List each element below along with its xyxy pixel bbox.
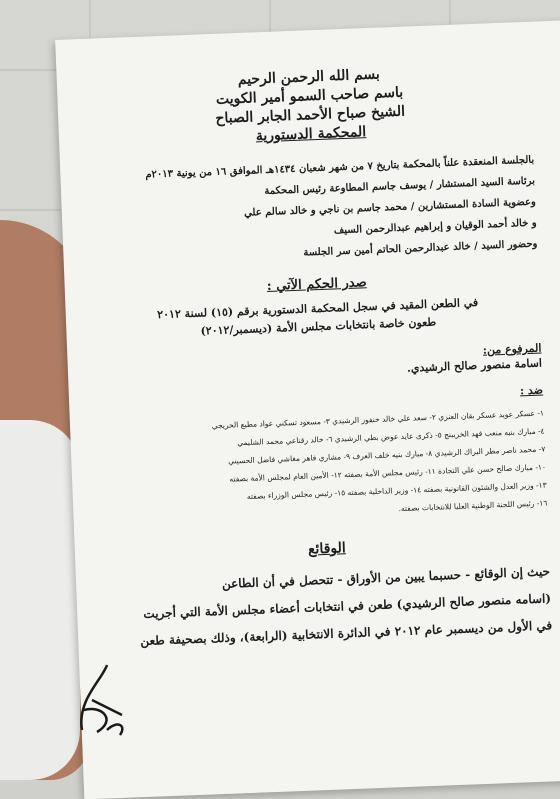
against-label: ضد : (519, 383, 544, 398)
facts-block (106, 558, 553, 656)
session-line: برئاسة السيد المستشار / يوسف جاسم المطاوعة رئيس المحكمة (264, 175, 536, 198)
party-line: ٤- مبارك بنيه منعب فهد الخريبنج ٥- ذكرى عايد عوض بطي الرشيدي ٦- خالد رقناعي محمد الشليمي (237, 426, 545, 448)
case-line: طعون خاصة بانتخابات مجلس الأمة (ديسمبر/٢٠١٢) (200, 315, 437, 338)
case-block (96, 292, 541, 345)
ruling-title: صدر الحكم الآتي : (266, 275, 367, 295)
handwritten-signature (72, 660, 132, 740)
filed-by-name: اسامة منصور صالح الرشيدي. (406, 356, 543, 375)
party-line: ٧- محمد ناصر مطر البراك الرشيدي ٨- مبارك بنيه خلف العرف ٩- مشاري فاهر مغاشي فاضل الحسيني (227, 444, 546, 466)
party-line: ١٣- وزير العدل والشئون القانونية بصفته ١٤- وزير الداخلية بصفته ١٥- رئيس مجلس الوزراء بصفته (246, 480, 547, 501)
parties-block (100, 405, 548, 530)
sleeve (0, 420, 80, 780)
session-line: و خالد أحمد الوقيان و إبراهيم عبدالرحمن السيف (333, 217, 537, 237)
header-line-2: باسم صاحب السمو أمير الكويت (215, 84, 404, 108)
session-line: وحضور السيد / خالد عبدالرحمن الحاتم أمين سر الجلسة (303, 238, 538, 259)
court-name: المحكمة الدستورية (255, 124, 367, 145)
session-line: بالجلسة المنعقدة علناً بالمحكمة بتاريخ ٧ من شهر شعبان ١٤٣٤هـ الموافق ١٦ من يونية ٢٠١٣م (145, 154, 535, 181)
facts-title: الوقائع (307, 540, 347, 558)
session-block (90, 150, 538, 272)
session-line: وعضوية السادة المستشارين / محمد جاسم بن ناجي و خالد سالم علي (243, 196, 536, 219)
party-line: ١٦- رئيس اللجنة الوطنية العليا للانتخابات بصفته. (398, 498, 548, 514)
facts-line: حيث إن الوقائع - حسبما يبين من الأوراق - تتحصل في أن الطاعن (221, 564, 551, 591)
case-line: في الطعن المقيد في سجل المحكمة الدستورية برقم (١٥) لسنة ٢٠١٢ (156, 295, 479, 322)
facts-line: في الأول من ديسمبر عام ٢٠١٢ في الدائرة الانتخابية (الرابعة)، وذلك بصحيفة طعن (140, 618, 553, 649)
header-line-3: الشيخ صباح الأحمد الجابر الصباح (215, 103, 406, 127)
party-line: ١٠- مبارك صالح حسن علي النجادة ١١- رئيس مجلس الأمة بصفته ١٢- الأمين العام لمجلس الأمة بصفته (229, 462, 547, 484)
header-line-1: بسم الله الرحمن الرحيم (237, 66, 381, 88)
filed-by-label: المرفوع من: (482, 341, 542, 357)
party-line: ١- عسكر عويد عسكر بقان العنزي ٢- سعد علي خالد خنفور الرشيدي ٣- مسعود تسكني عواد مطيع الحريجي (211, 408, 545, 431)
facts-line: (اسامه منصور صالح الرشيدي) طعن في انتخابات أعضاء مجلس الأمة التي أجريت (143, 591, 552, 622)
